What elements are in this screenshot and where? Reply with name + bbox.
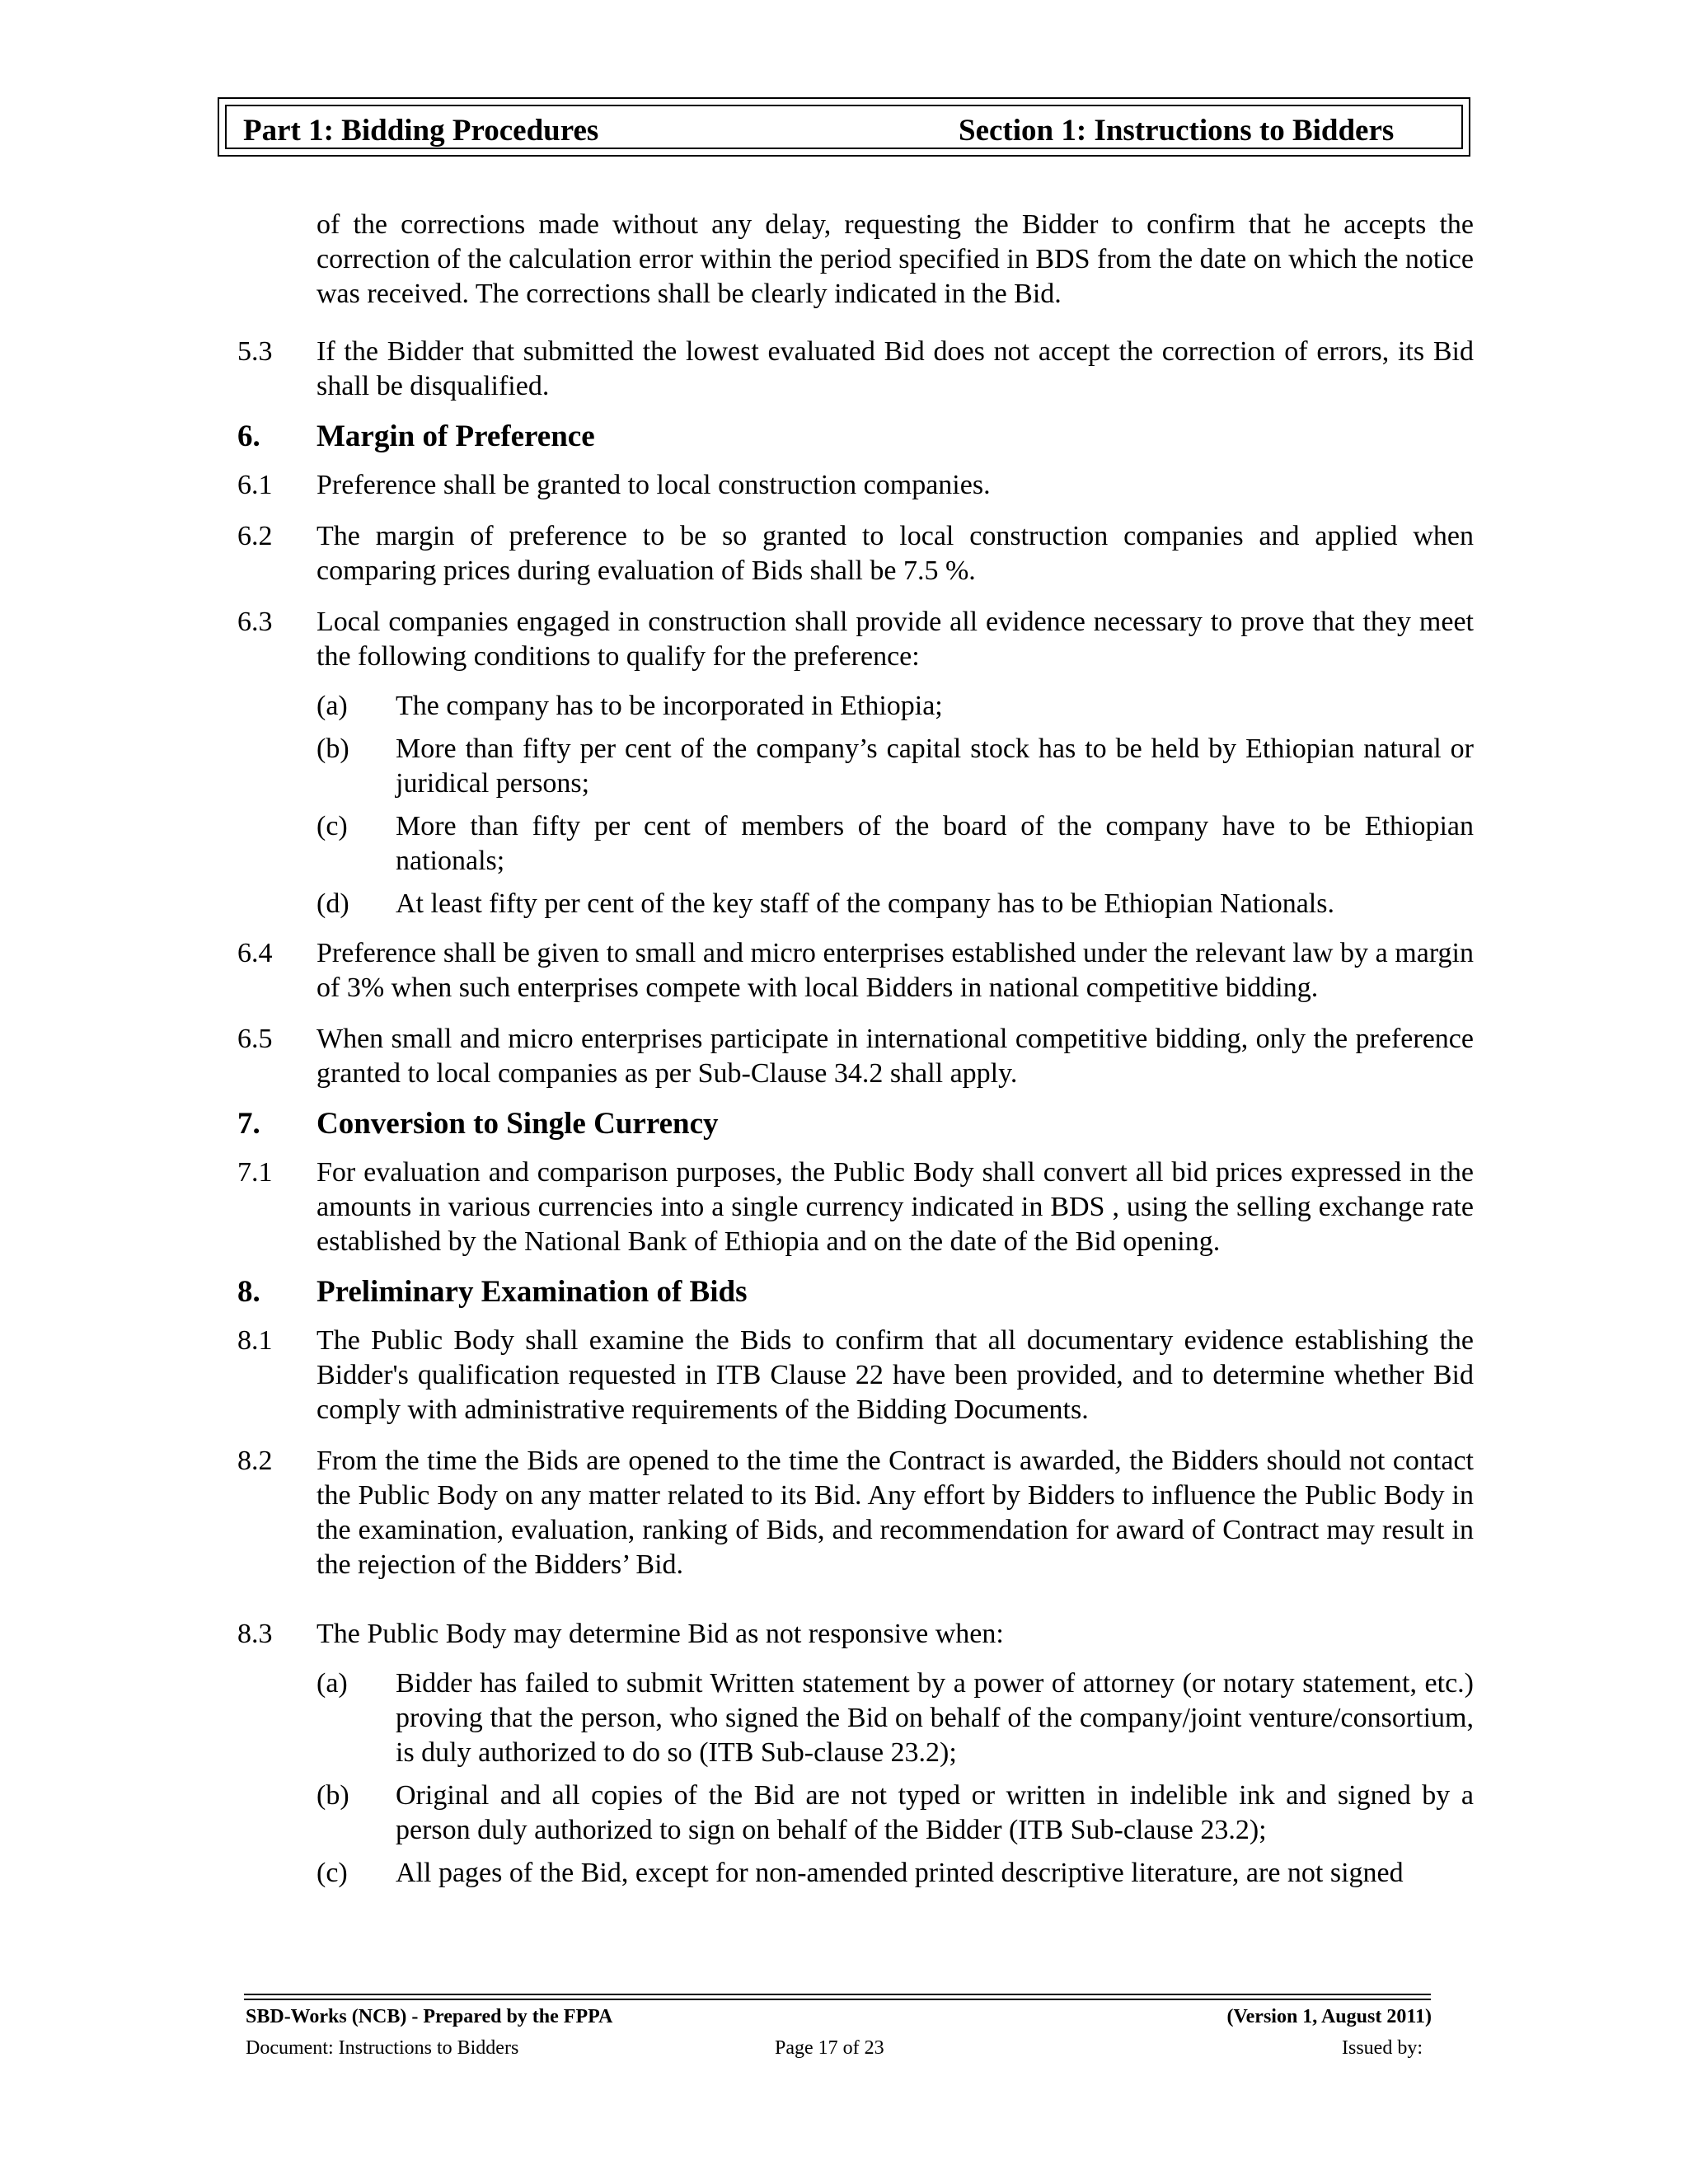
document-body — [237, 208, 1474, 1891]
list-item — [316, 732, 1474, 801]
clause-number: 6.3 — [237, 607, 273, 637]
clause-number: 5.3 — [237, 336, 273, 367]
list-item — [316, 809, 1474, 879]
list-item-label: (a) — [316, 1668, 348, 1699]
list-item-text: More than fifty per cent of the company’s capital stock has to be held by Ethiopian natural or juridical persons; — [396, 733, 1474, 799]
section-number: 8. — [237, 1275, 260, 1309]
clause-5-3 — [237, 335, 1474, 404]
clause-7-1 — [237, 1155, 1474, 1259]
clause-6-5 — [237, 1022, 1474, 1091]
clause-number: 6.1 — [237, 470, 273, 500]
clause-text: Preference shall be granted to local construction companies. — [316, 470, 991, 500]
list-item — [316, 1666, 1474, 1770]
list-item — [316, 887, 1474, 921]
header-part-title: Part 1: Bidding Procedures — [243, 114, 599, 148]
list-item-text: At least fifty per cent of the key staff of the company has to be Ethiopian Nationals. — [396, 888, 1334, 919]
clause-8-2 — [237, 1444, 1474, 1582]
list-item-label: (c) — [316, 1858, 348, 1888]
clause-number: 6.5 — [237, 1024, 273, 1054]
list-item-label: (c) — [316, 811, 348, 841]
list-item — [316, 689, 1474, 724]
clause-text: The margin of preference to be so granted to local construction companies and applied when comparing prices during evaluation of Bids shall be 7.5 %. — [316, 521, 1474, 586]
clause-number: 8.1 — [237, 1325, 273, 1356]
clause-number: 7.1 — [237, 1157, 273, 1188]
intro-text: of the corrections made without any delay, requesting the Bidder to confirm that he accepts the correction of the calculation error within the period specified in BDS from the date on which the notice was received. The corrections shall be clearly indicated in the Bid. — [316, 209, 1474, 309]
section-heading-7 — [237, 1106, 1474, 1142]
clause-number: 6.4 — [237, 938, 273, 968]
clause-8-1 — [237, 1324, 1474, 1427]
clause-6-3 — [237, 605, 1474, 674]
list-item-text: Bidder has failed to submit Written statement by a power of attorney (or notary statement, etc.) proving that the person, who signed the Bid on behalf of the company/joint venture/consortium, is duly authorized to do so (ITB Sub-clause 23.2); — [396, 1668, 1474, 1768]
clause-8-3 — [237, 1617, 1474, 1652]
list-item-text: All pages of the Bid, except for non-amended printed descriptive literature, are not signed — [396, 1858, 1404, 1888]
intro-paragraph — [237, 208, 1474, 312]
list-item-text: The company has to be incorporated in Ethiopia; — [396, 691, 943, 721]
page-header — [218, 97, 1470, 157]
section-number: 6. — [237, 419, 260, 453]
clause-6-4 — [237, 936, 1474, 1005]
list-item-label: (d) — [316, 888, 349, 919]
clause-text: The Public Body may determine Bid as not responsive when: — [316, 1619, 1004, 1649]
section-title: Margin of Preference — [316, 419, 595, 453]
header-section-title: Section 1: Instructions to Bidders — [959, 114, 1395, 148]
clause-text: Local companies engaged in construction shall provide all evidence necessary to prove that they meet the following conditions to qualify for the preference: — [316, 607, 1474, 672]
clause-text: Preference shall be given to small and micro enterprises established under the relevant law by a margin of 3% when such enterprises compete with local Bidders in national competitive bidding. — [316, 938, 1474, 1003]
section-number: 7. — [237, 1107, 260, 1141]
clause-number: 6.2 — [237, 521, 273, 551]
list-item-text: Original and all copies of the Bid are not typed or written in indelible ink and signed by a person duly authorized to sign on behalf of the Bidder (ITB Sub-clause 23.2); — [396, 1780, 1474, 1845]
list-item — [316, 1856, 1474, 1891]
clause-text: If the Bidder that submitted the lowest evaluated Bid does not accept the correction of errors, its Bid shall be disqualified. — [316, 336, 1474, 401]
list-item — [316, 1779, 1474, 1848]
footer-document-name: Document: Instructions to Bidders — [246, 2037, 519, 2059]
footer-version: (Version 1, August 2011) — [1226, 2006, 1432, 2027]
section-title: Conversion to Single Currency — [316, 1107, 719, 1141]
page-header-inner-border — [225, 105, 1463, 149]
section-heading-8 — [237, 1274, 1474, 1310]
clause-text: The Public Body shall examine the Bids to confirm that all documentary evidence establishing the Bidder's qualification requested in ITB Clause 22 have been provided, and to determine whether Bid comply with administrative requirements of the Bidding Documents. — [316, 1325, 1474, 1425]
section-heading-6 — [237, 419, 1474, 455]
list-item-text: More than fifty per cent of members of the board of the company have to be Ethiopian nationals; — [396, 811, 1474, 876]
footer-issued-by: Issued by: — [1342, 2037, 1423, 2059]
footer-divider — [244, 1994, 1431, 2000]
clause-number: 8.3 — [237, 1619, 273, 1649]
clause-6-1 — [237, 468, 1474, 503]
section-title: Preliminary Examination of Bids — [316, 1275, 748, 1309]
list-item-label: (b) — [316, 1780, 349, 1811]
footer-page-number: Page 17 of 23 — [775, 2037, 884, 2059]
clause-text: For evaluation and comparison purposes, the Public Body shall convert all bid prices expressed in the amounts in various currencies into a single currency indicated in BDS , using the selling exchange rate established by the National Bank of Ethiopia and on the date of the Bid opening. — [316, 1157, 1474, 1257]
clause-number: 8.2 — [237, 1446, 273, 1476]
list-item-label: (b) — [316, 733, 349, 764]
footer-document-id: SBD-Works (NCB) - Prepared by the FPPA — [246, 2006, 613, 2027]
clause-text: When small and micro enterprises participate in international competitive bidding, only the preference granted to local companies as per Sub-Clause 34.2 shall apply. — [316, 1024, 1474, 1089]
clause-6-2 — [237, 519, 1474, 588]
list-item-label: (a) — [316, 691, 348, 721]
clause-text: From the time the Bids are opened to the time the Contract is awarded, the Bidders should not contact the Public Body on any matter related to its Bid. Any effort by Bidders to influence the Public Body in the examination, evaluation, ranking of Bids, and recommendation for award of Contract may result in the rejection of the Bidders’ Bid. — [316, 1446, 1474, 1580]
